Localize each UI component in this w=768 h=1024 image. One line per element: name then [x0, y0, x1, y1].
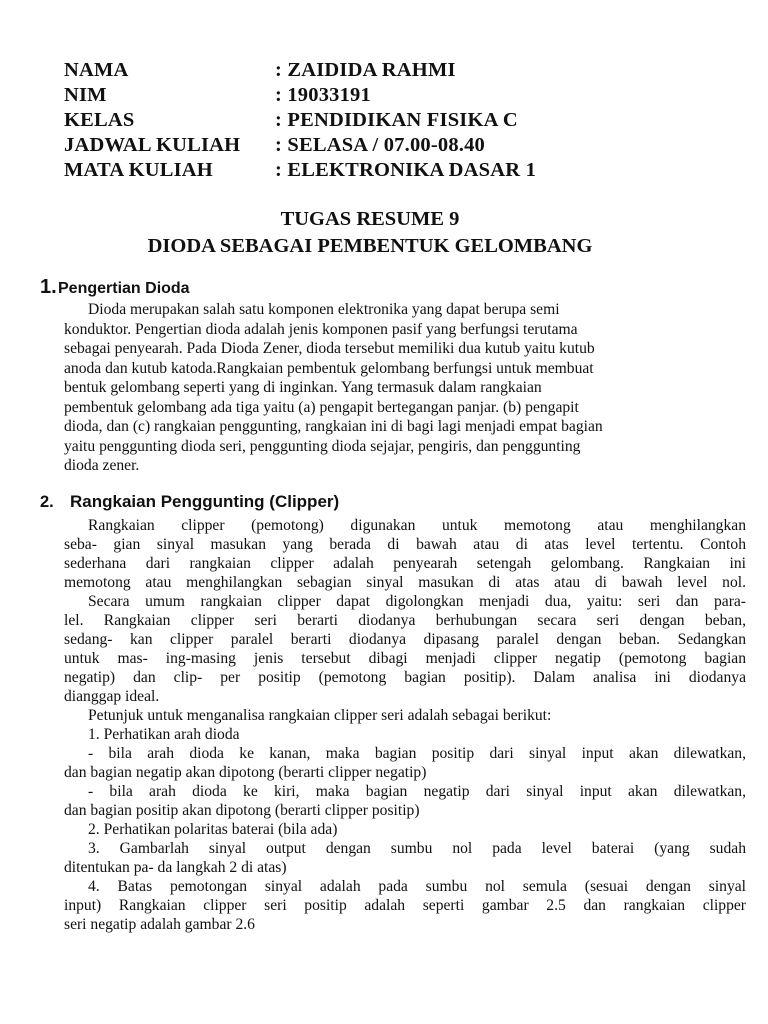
section-title: Rangkaian Penggunting (Clipper): [70, 492, 340, 511]
text-line: seba- gian sinyal masukan yang berada di bawah atau di atas level tertentu. Contoh: [64, 536, 746, 553]
text-line: konduktor. Pengertian dioda adalah jenis komponen pasif yang berfungsi terutama: [64, 320, 578, 338]
text-line: seri negatip adalah gambar 2.6: [64, 916, 255, 933]
info-value: : SELASA / 07.00-08.40: [275, 134, 486, 156]
text-line: Dioda merupakan salah satu komponen elektronika yang dapat berupa semi: [88, 301, 560, 318]
info-label: MATA KULIAH: [64, 159, 213, 181]
section-pengertian-dioda: [40, 276, 710, 476]
info-value: : 19033191: [275, 84, 371, 106]
section-heading: [40, 492, 710, 516]
text-line: anoda dan kutub katoda.Rangkaian pembentuk gelombang berfungsi untuk membuat: [64, 359, 594, 377]
section-number: 1.: [40, 276, 57, 298]
text-line: memotong atau menghilangkan sebagian sinyal masukan di atas atau di bawah level nol.: [64, 574, 746, 591]
info-row-mata-kuliah: [64, 158, 536, 183]
info-label: KELAS: [64, 109, 135, 131]
section-title: Pengertian Dioda: [58, 280, 190, 297]
section-rangkaian-penggunting: [40, 492, 746, 934]
text-line: 1. Perhatikan arah dioda: [88, 726, 240, 743]
info-value: : ZAIDIDA RAHMI: [275, 59, 456, 81]
info-row-nim: [64, 83, 536, 108]
text-line: 3. Gambarlah sinyal output dengan sumbu nol pada level baterai (yang sudah: [88, 840, 746, 857]
text-line: - bila arah dioda ke kanan, maka bagian positip dari sinyal input akan dilewatkan,: [88, 745, 746, 762]
text-line: yaitu penggunting dioda seri, penggunting dioda sejajar, pengiris, dan penggunting: [64, 437, 581, 455]
title-line-1: TUGAS RESUME 9: [280, 208, 460, 230]
text-line: sedang- kan clipper paralel berarti diodanya dipasang paralel dengan beban. Sedangkan: [64, 631, 746, 648]
text-line: ditentukan pa- da langkah 2 di atas): [64, 859, 287, 876]
text-line: Secara umum rangkaian clipper dapat digolongkan menjadi dua, yaitu: seri dan para-: [88, 593, 746, 610]
text-line: dianggap ideal.: [64, 688, 160, 705]
text-line: negatip) dan clip- per positip (pemotong bagian positip). Dalam analisa ini diodanya: [64, 669, 746, 686]
text-line: dioda zener.: [64, 457, 140, 474]
text-line: Rangkaian clipper (pemotong) digunakan untuk memotong atau menghilangkan: [88, 517, 746, 534]
section-number: 2.: [40, 493, 54, 511]
text-line: dioda, dan (c) rangkaian penggunting, rangkaian ini di bagi lagi menjadi empat bagian: [64, 418, 603, 435]
section-heading: [40, 276, 710, 300]
text-line: dan bagian positip akan dipotong (berarti clipper positip): [64, 802, 420, 819]
info-value: : ELEKTRONIKA DASAR 1: [275, 159, 537, 181]
info-label: NIM: [64, 84, 107, 106]
info-label: JADWAL KULIAH: [64, 134, 241, 156]
text-line: bentuk gelombang seperti yang di inginkan. Yang termasuk dalam rangkaian: [64, 379, 542, 396]
info-row-jadwal: [64, 133, 536, 158]
info-value: : PENDIDIKAN FISIKA C: [275, 109, 518, 131]
text-line: lel. Rangkaian clipper seri berarti diodanya berhubungan secara seri dengan beban,: [64, 612, 746, 629]
info-label: NAMA: [64, 59, 129, 81]
text-line: input) Rangkaian clipper seri positip adalah seperti gambar 2.5 dan rangkaian clipper: [64, 897, 746, 914]
text-line: - bila arah dioda ke kiri, maka bagian negatip dari sinyal input akan dilewatkan,: [88, 783, 746, 800]
text-line: dan bagian negatip akan dipotong (berarti clipper negatip): [64, 764, 427, 781]
section-body: [40, 516, 746, 934]
title-line-2: DIODA SEBAGAI PEMBENTUK GELOMBANG: [147, 235, 593, 257]
info-row-nama: [64, 58, 536, 83]
text-line: pembentuk gelombang ada tiga yaitu (a) pengapit bertegangan panjar. (b) pengapit: [64, 398, 579, 416]
text-line: sebagai penyearah. Pada Dioda Zener, dioda tersebut memiliki dua kutub yaitu kutub: [64, 340, 595, 357]
text-line: untuk mas- ing-masing jenis tersebut dibagi menjadi clipper negatip (pemotong bagian: [64, 650, 746, 667]
text-line: 2. Perhatikan polaritas baterai (bila ada): [88, 821, 338, 838]
info-row-kelas: [64, 108, 536, 133]
text-line: Petunjuk untuk menganalisa rangkaian clipper seri adalah sebagai berikut:: [88, 707, 552, 724]
document-title: [0, 206, 740, 260]
student-info-table: [64, 58, 536, 183]
text-line: sederhana dari rangkaian clipper adalah penyearah setengah gelombang. Rangkaian ini: [64, 555, 746, 572]
text-line: 4. Batas pemotongan sinyal adalah pada sumbu nol semula (sesuai dengan sinyal: [88, 878, 746, 895]
section-body: [40, 300, 694, 476]
